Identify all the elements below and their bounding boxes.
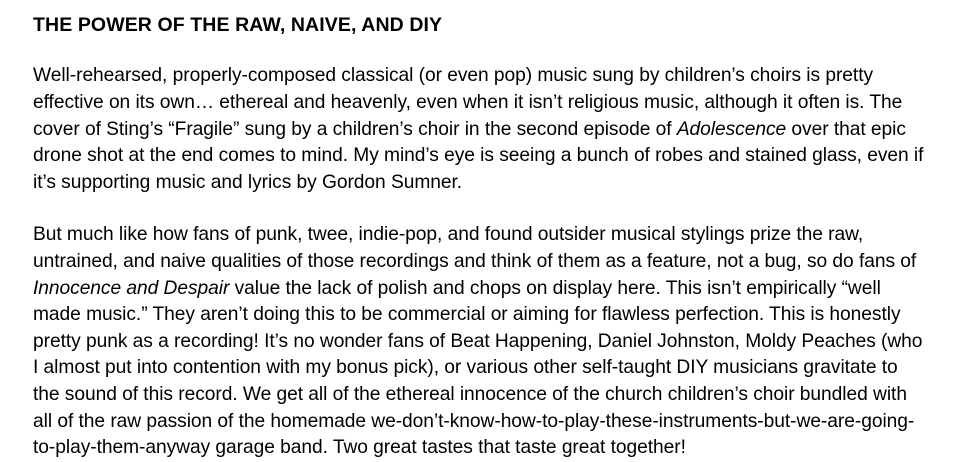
article-paragraph-2: But much like how fans of punk, twee, indie-pop, and found outsider musical stylings prize the raw, untrained, and naive qualities of those recordings and think of them as a feature, not a bug, so do fans of Innocence and Despair value the lack of polish and chops on display here. This isn’t empirically “well made music.” They aren’t doing this to be commercial or aiming for flawless perfection. This is honestly pretty punk as a recording! It’s no wonder fans of Beat Happening, Daniel Johnston, Moldy Peaches (who I almost put into contention with my bonus pick), or various other self-taught DIY musicians gravitate to the sound of this record. We get all of the ethereal innocence of the church children’s choir bundled with all of the raw passion of the homemade we-don’t-know-how-to-play-these-instruments-but-we-are-going-to-play-them-anyway garage band. Two great tastes that taste great together! <box>33 224 923 459</box>
article-paragraph-1: Well-rehearsed, properly-composed classical (or even pop) music sung by children’s choirs is pretty effective on its own… ethereal and heavenly, even when it isn’t religious music, although it often is. The cover of Sting’s “Fragile” sung by a children’s choir in the second episode of Adolescence over that epic drone shot at the end comes to mind. My mind’s eye is seeing a bunch of robes and stained glass, even if it’s supporting music and lyrics by Gordon Sumner. <box>33 65 924 193</box>
page-title: THE POWER OF THE RAW, NAIVE, AND DIY <box>33 14 443 36</box>
